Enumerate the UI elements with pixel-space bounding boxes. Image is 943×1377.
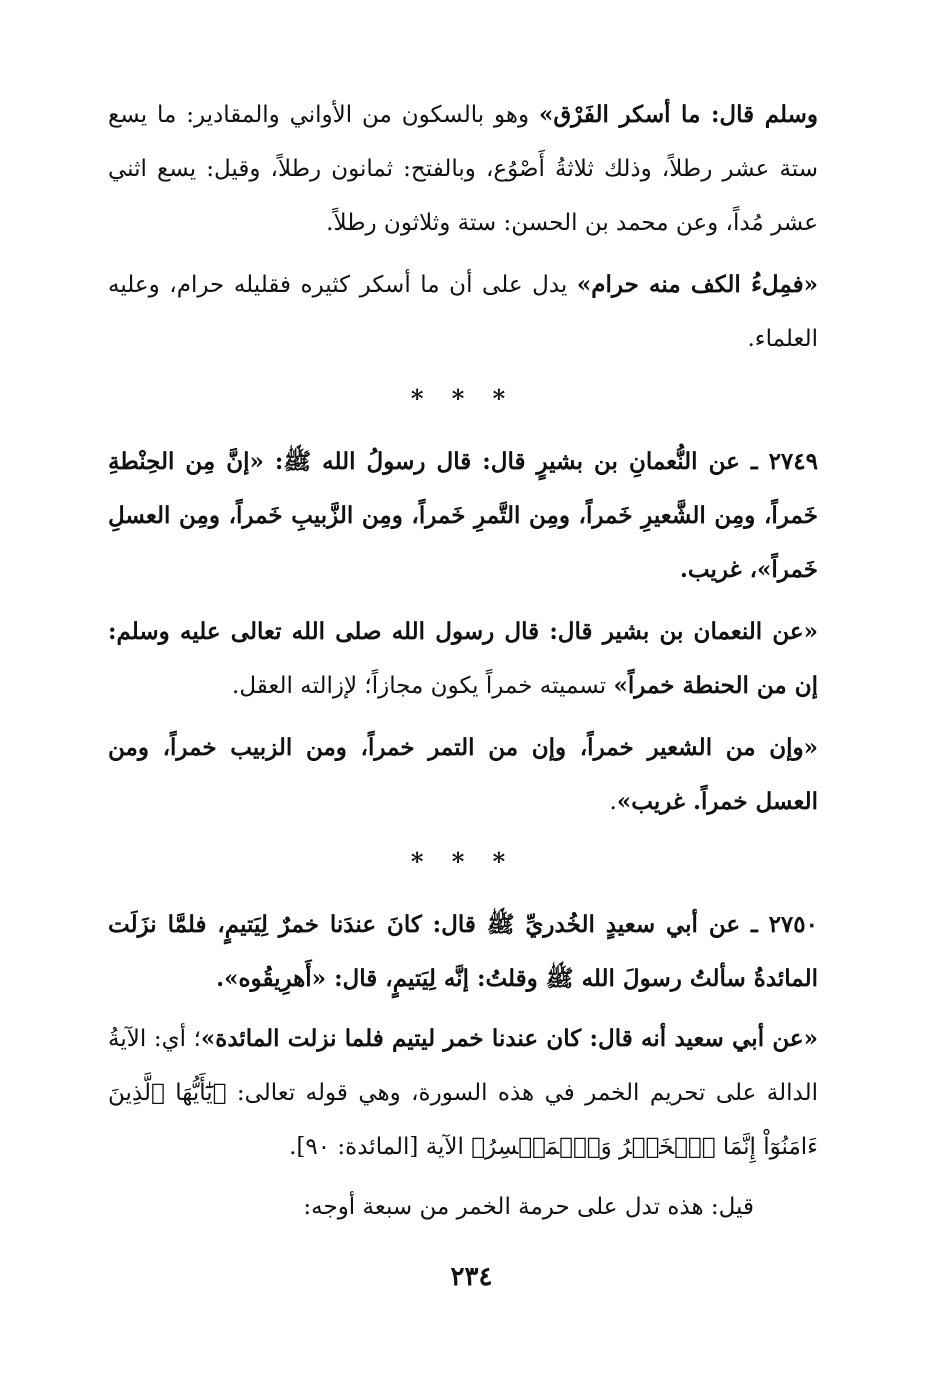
commentary-text: يدل على أن ما أسكر كثيره فقليله حرام، وعليه العلماء. xyxy=(108,272,818,352)
page-number: ٢٣٤ xyxy=(450,1262,493,1292)
commentary-paragraph xyxy=(108,88,818,250)
commentary-paragraph xyxy=(108,258,818,366)
page-body xyxy=(108,88,818,1242)
commentary-text: تسميته خمراً يكون مجازاً؛ لإزالته العقل. xyxy=(232,673,614,699)
quoted-text: «عن النعمان بن بشير قال: قال رسول الله صلى الله تعالى عليه وسلم: إن من الحنطة خمراً» xyxy=(108,618,818,699)
commentary-paragraph xyxy=(108,605,818,713)
quoted-text: «فمِلءُ الكف منه حرام» xyxy=(576,271,818,298)
section-separator: * * * xyxy=(410,847,516,876)
commentary-text: . xyxy=(609,789,617,815)
hadith-2749: ٢٧٤٩ ـ عن النُّعمانِ بن بشيرٍ قال: قال رسولُ الله ﷺ: «إنَّ مِن الحِنْطةِ خَمراً، ومِن الشَّعيرِ خَمراً، ومِن التَّمرِ خَمراً، ومِن الزَّبيبِ خَمراً، ومِن العسلِ خَمراً»، غريب. xyxy=(108,448,818,583)
commentary-text: وهو بالسكون من الأواني والمقادير: ما يسع ستة عشر رطلاً، وذلك ثلاثةُ أَصْوُع، وبالفتح: ثمانون رطلاً، وقيل: يسع اثني عشر مُداً، وعن محمد بن الحسن: ستة وثلاثون رطلاً. xyxy=(108,102,818,236)
commentary-text: ؛ أي: الآيةُ الدالة على تحريم الخمر في هذه السورة، وهي قوله تعالى: ﴿يَٰٓأَيُّهَا ٱلَّذِينَ ءَامَنُوٓاْ إِنَّمَا ٱلۡخَمۡرُ وَٱلۡمَيۡسِرُ﴾ الآية [المائدة: ٩٠]. xyxy=(108,1026,818,1160)
quoted-text: «وإن من الشعير خمراً، وإن من التمر خمراً، ومن الزبيب خمراً، ومن العسل خمراً. غريب» xyxy=(108,734,818,815)
quoted-text: «عن أبي سعيد أنه قال: كان عندنا خمر ليتيم فلما نزلت المائدة» xyxy=(200,1025,818,1052)
section-separator: * * * xyxy=(410,384,516,413)
hadith-2750: ٢٧٥٠ ـ عن أبي سعيدٍ الخُدريِّ ﷺ قال: كانَ عندَنا خمرٌ لِيَتيمٍ، فلمَّا نزَلَت المائدةُ سألتُ رسولَ الله ﷺ وقلتُ: إنَّه لِيَتيمٍ، قال: «أَهرِيقُوه». xyxy=(108,911,818,992)
quoted-text: وسلم قال: ما أسكر الفَرْق» xyxy=(538,101,818,128)
commentary-paragraph xyxy=(108,1012,818,1174)
commentary-closing-line: قيل: هذه تدل على حرمة الخمر من سبعة أوجه: xyxy=(303,1194,754,1220)
commentary-paragraph xyxy=(108,721,818,829)
